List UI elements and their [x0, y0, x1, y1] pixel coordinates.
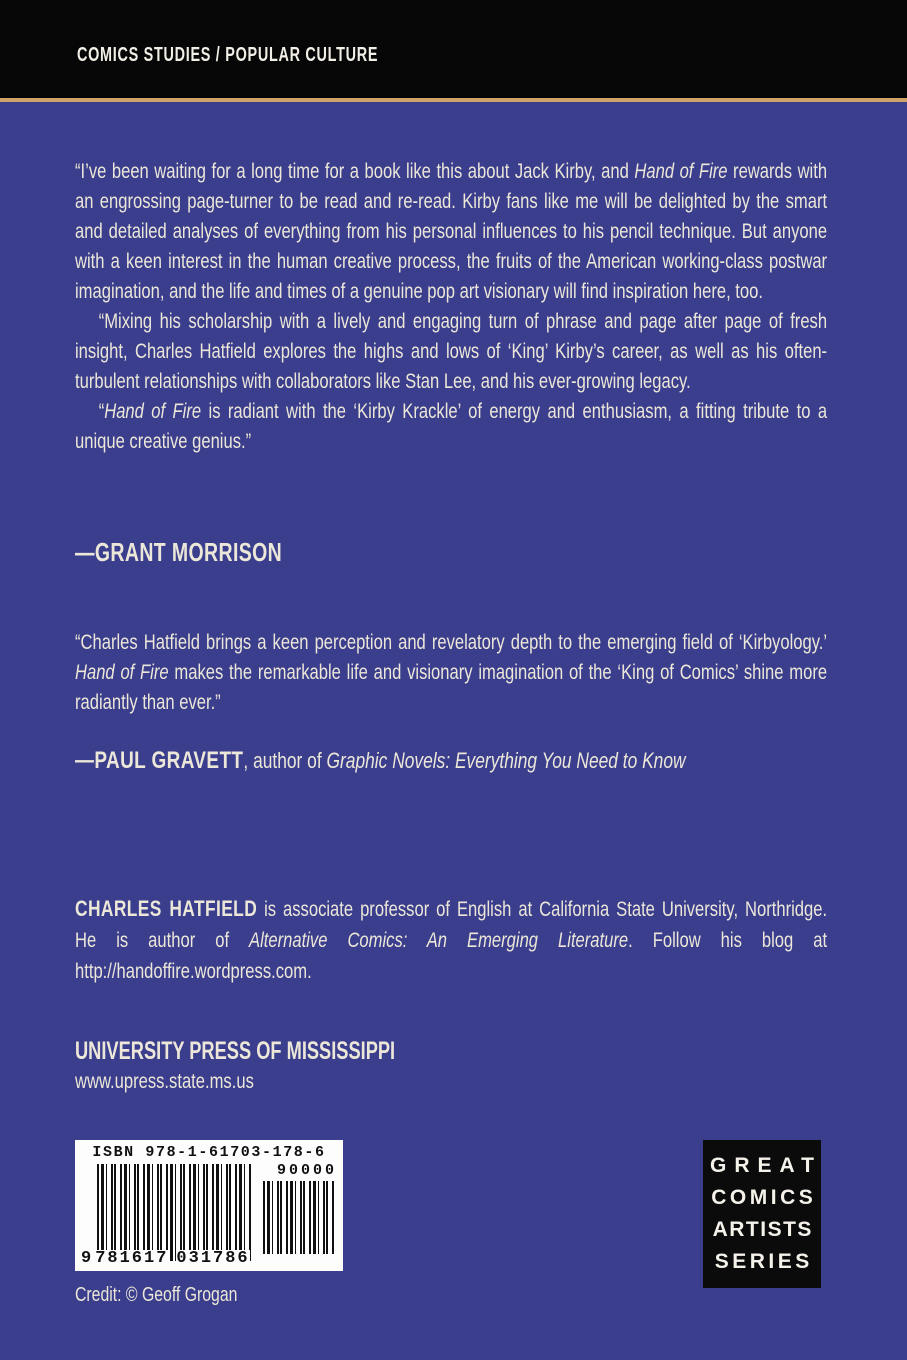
- series-badge-line: GREAT: [710, 1154, 822, 1177]
- cited-work-italic: Graphic Novels: Everything You Need to Know: [326, 748, 686, 773]
- cover-image-credit: Credit: © Geoff Grogan: [75, 1284, 238, 1306]
- series-badge: [703, 1140, 821, 1288]
- barcode-body: [81, 1163, 337, 1267]
- supplement-barcode: [259, 1163, 337, 1267]
- series-badge-line: COMICS: [711, 1186, 817, 1209]
- blurb-text-segment: “Mixing his scholarship with a lively and engaging turn of phrase and page after page of fresh insight, Charles Hatfield explores the highs and lows of ‘King’ Kirby’s career, as well as his often-turbulent relationships with collaborators like Stan Lee, and his ever-growing legacy.: [75, 310, 828, 393]
- blurb-text-segment: “I’ve been waiting for a long time for a book like this about Jack Kirby, and: [75, 160, 635, 183]
- blurb-text-segment: makes the remarkable life and visionary imagination of the ‘King of Comics’ shine more radiantly than ever.”: [75, 661, 828, 714]
- top-category-band: [0, 0, 907, 98]
- blurb-text-segment: “: [98, 400, 105, 423]
- bio-text-segment: is associate professor of English at California State University, Northridge. He is author of: [75, 898, 828, 952]
- ean-lead-digit: 9: [81, 1249, 92, 1268]
- blurb-paragraph-3: [75, 397, 827, 457]
- blurb-paragraph-2: [75, 307, 827, 397]
- series-badge-line: SERIES: [714, 1250, 813, 1273]
- supplement-bars: [263, 1181, 335, 1254]
- morrison-blurb: [75, 157, 827, 457]
- author-bio: [75, 893, 827, 987]
- book-title-italic: Hand of Fire: [634, 160, 728, 183]
- attribution-text: , author of: [243, 748, 327, 773]
- gravett-attribution: [75, 747, 686, 775]
- blurb-text-segment: is radiant with the ‘Kirby Krackle’ of energy and enthusiasm, a fitting tribute to a unique creative genius.”: [75, 400, 828, 453]
- ean-digits: [81, 1250, 251, 1267]
- gravett-blurb: [75, 628, 827, 718]
- publisher-url: www.upress.state.ms.us: [75, 1070, 254, 1093]
- bio-text-segment: . Follow his blog at http://handoffire.wordpress.com.: [75, 929, 828, 983]
- morrison-attribution: —GRANT MORRISON: [75, 537, 283, 567]
- accent-divider: [0, 98, 907, 102]
- book-title-italic: Hand of Fire: [75, 661, 169, 684]
- blurb-paragraph-1: [75, 157, 827, 307]
- blurb-paragraph: [75, 628, 827, 718]
- ean-digit-group: 781617: [95, 1249, 169, 1268]
- book-title-italic: Hand of Fire: [104, 400, 202, 423]
- ean-bars: [97, 1164, 251, 1261]
- category-label: COMICS STUDIES / POPULAR CULTURE: [77, 44, 379, 66]
- isbn-number: ISBN 978-1-61703-178-6: [92, 1144, 326, 1161]
- ean-digit-group: 031786: [176, 1249, 250, 1268]
- price-code: 90000: [276, 1162, 337, 1179]
- publisher-name: UNIVERSITY PRESS OF MISSISSIPPI: [75, 1037, 396, 1065]
- ean-barcode: [81, 1163, 259, 1267]
- blurb-text-segment: rewards with an engrossing page-turner to be read and re-read. Kirby fans like me will be delighted by the smart and detailed analyses of everything from his personal influences to his pencil technique. But anyone with a keen interest in the human creative process, the fruits of the American working-class postwar imagination, and the life and times of a genuine pop art visionary will find inspiration here, too.: [75, 160, 828, 303]
- cited-work-italic: Alternative Comics: An Emerging Literature: [249, 929, 629, 952]
- author-name: CHARLES HATFIELD: [75, 896, 258, 921]
- attribution-name: —PAUL GRAVETT: [75, 747, 244, 774]
- blurb-text-segment: “Charles Hatfield brings a keen perception and revelatory depth to the emerging field of ‘Kirbyology.’: [75, 631, 828, 654]
- isbn-barcode: [75, 1140, 343, 1271]
- series-badge-line: ARTISTS: [712, 1218, 813, 1241]
